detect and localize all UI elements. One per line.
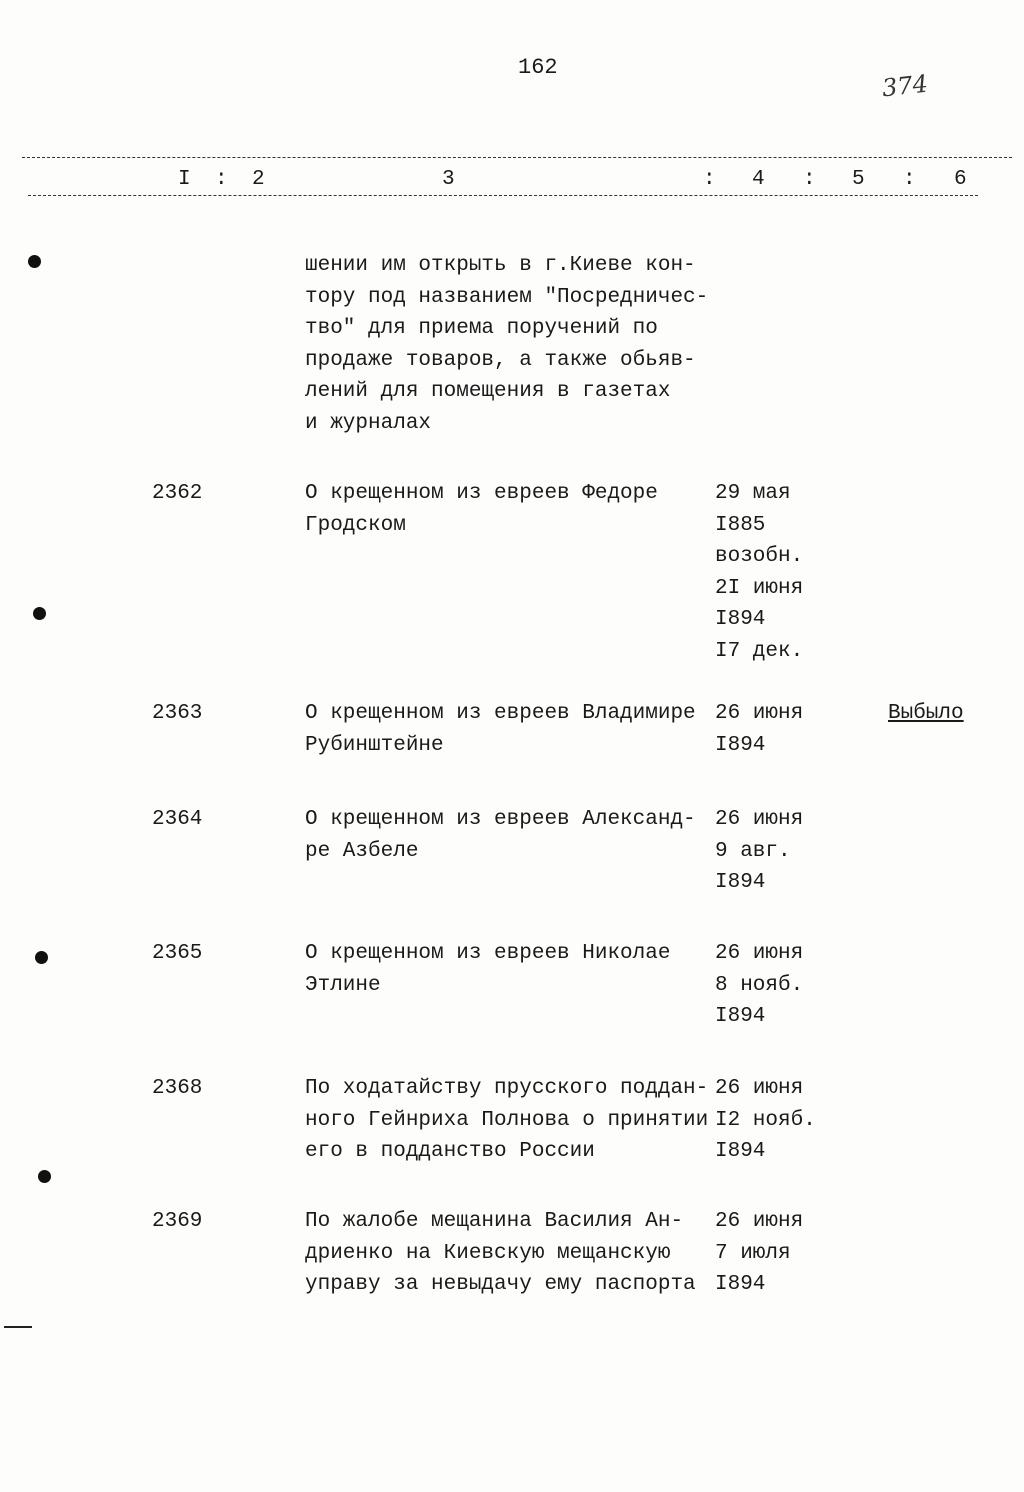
text-line: тво" для приема поручений по — [305, 317, 658, 340]
entry-description — [305, 478, 658, 541]
punch-hole — [33, 607, 46, 620]
col-header-3: 3 — [442, 168, 455, 191]
entry-description — [305, 804, 696, 867]
date-line: возобн. — [715, 545, 804, 568]
col-header-2: 2 — [252, 168, 265, 191]
entry-description — [305, 1073, 708, 1168]
note-text: Выбыло — [888, 702, 964, 725]
entry-number — [152, 478, 202, 510]
date-line: I894 — [715, 733, 766, 757]
text-line: тору под названием "Посредничес- — [305, 285, 709, 309]
date-line: I2 нояб. — [715, 1108, 816, 1132]
date-line: 29 мая — [715, 482, 791, 505]
text-line: О крещенном из евреев Владимире — [305, 702, 696, 725]
entry-dates — [715, 698, 803, 761]
date-line: 9 авг. — [715, 839, 791, 863]
archive-folio-handwritten: 374 — [880, 69, 930, 103]
punch-hole — [35, 951, 48, 964]
text-line: и журналах — [305, 411, 432, 435]
punch-hole — [28, 255, 41, 268]
text-line: его в подданство России — [305, 1140, 595, 1163]
date-line: 26 июня — [715, 1077, 804, 1100]
page-number: 162 — [518, 55, 558, 80]
entry-description — [305, 938, 670, 1001]
entry-number-text: 2364 — [152, 808, 203, 831]
entry-description — [305, 698, 696, 761]
entry-note — [888, 698, 964, 730]
text-line: ного Гейнриха Полнова о принятии — [305, 1108, 709, 1132]
entry-number — [152, 938, 202, 970]
header-rule-bottom — [28, 195, 978, 196]
date-line: 26 июня — [715, 942, 804, 965]
entry-number-text: 2363 — [152, 702, 203, 725]
col-header-1: I — [178, 168, 191, 191]
text-line: лений для помещения в газетах — [305, 380, 671, 403]
text-line: О крещенном из евреев Федоре — [305, 482, 658, 505]
date-line: I894 — [715, 1005, 766, 1028]
text-line: продаже товаров, а также обьяв- — [305, 348, 696, 372]
entry-number-text: 2368 — [152, 1077, 203, 1100]
col-header-6: 6 — [954, 168, 967, 191]
header-rule-top — [22, 157, 1012, 158]
entry-dates — [715, 478, 803, 667]
date-line: 26 июня — [715, 808, 804, 831]
entry-number-text: 2362 — [152, 482, 203, 505]
date-line: I7 дек. — [715, 639, 804, 663]
date-line: 2I июня — [715, 576, 804, 600]
entry-number — [152, 804, 202, 836]
text-line: управу за невыдачу ему паспорта — [305, 1273, 696, 1296]
entry-number — [152, 698, 202, 730]
text-line: дриенко на Киевскую мещанскую — [305, 1241, 671, 1265]
date-line: 26 июня — [715, 1210, 804, 1233]
continuation-text — [305, 250, 708, 439]
date-line: I894 — [715, 608, 766, 631]
date-line: 8 нояб. — [715, 973, 804, 997]
text-line: О крещенном из евреев Александ- — [305, 808, 696, 831]
text-line: шении им открыть в г.Киеве кон- — [305, 254, 696, 277]
text-line: По жалобе мещанина Василия Ан- — [305, 1210, 684, 1233]
text-line: О крещенном из евреев Николае — [305, 942, 671, 965]
entry-dates — [715, 1073, 816, 1168]
entry-number-text: 2369 — [152, 1210, 203, 1233]
date-line: I894 — [715, 1273, 766, 1296]
text-line: Этлине — [305, 973, 381, 997]
col-sep: : — [803, 168, 816, 191]
entry-description — [305, 1206, 696, 1301]
text-line: ре Азбеле — [305, 839, 419, 863]
col-sep: : — [703, 168, 716, 191]
date-line: I894 — [715, 871, 766, 894]
date-line: 26 июня — [715, 702, 804, 725]
col-header-4: 4 — [752, 168, 765, 191]
entry-dates — [715, 804, 803, 899]
margin-mark — [4, 1326, 32, 1328]
col-sep: : — [903, 168, 916, 191]
col-header-5: 5 — [852, 168, 865, 191]
entry-dates — [715, 1206, 803, 1301]
date-line: I894 — [715, 1140, 766, 1163]
entry-number — [152, 1073, 202, 1105]
text-line: Гродском — [305, 513, 406, 537]
date-line: 7 июля — [715, 1241, 791, 1265]
text-line: По ходатайству прусского поддан- — [305, 1077, 709, 1100]
date-line: I885 — [715, 513, 766, 537]
col-sep: : — [215, 168, 228, 191]
text-line: Рубинштейне — [305, 733, 444, 757]
entry-dates — [715, 938, 803, 1033]
entry-number-text: 2365 — [152, 942, 203, 965]
punch-hole — [38, 1170, 51, 1183]
entry-number — [152, 1206, 202, 1238]
